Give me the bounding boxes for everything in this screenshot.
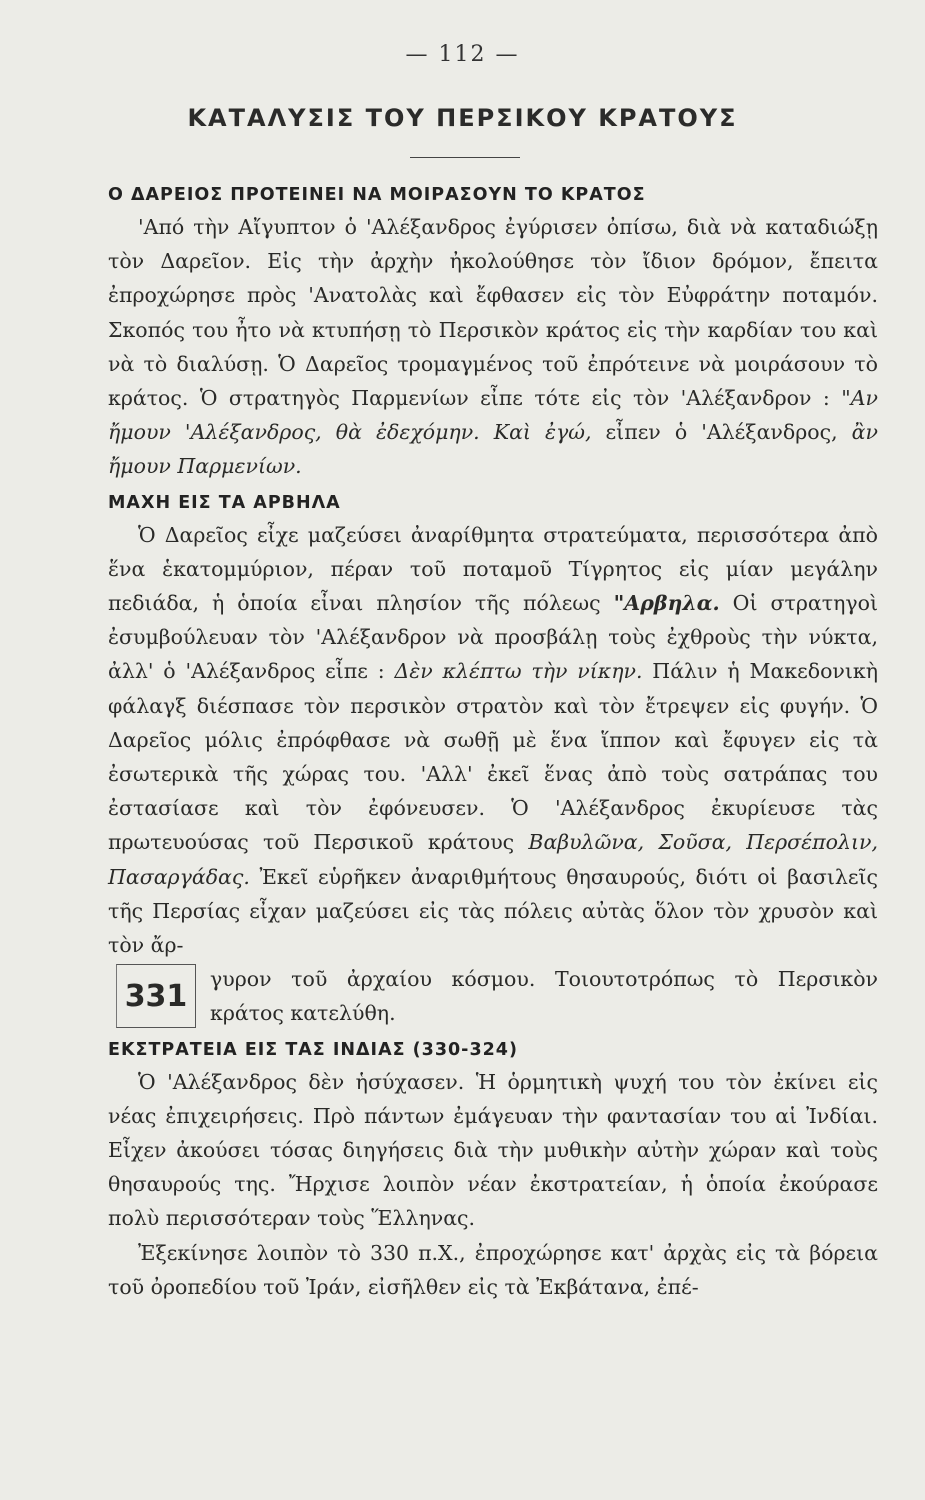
page-number: — 112 — — [405, 42, 520, 67]
quote-not-steal-victory: Δὲν κλέπτω τὴν νίκην. — [394, 659, 643, 684]
paragraph-india-2: Ἐξεκίνησε λοιπὸν τὸ 330 π.Χ., ἐπροχώρησε κατ' ἀρχὰς εἰς τὰ βόρεια τοῦ ὀροπεδίου τοῦ Ἰράν, εἰσῆλθεν εἰς τὰ Ἐκβάτανα, ἐπέ- — [108, 1240, 878, 1299]
text-run: εἶπεν ὁ 'Αλέξανδρος, — [591, 420, 852, 445]
year-badge: 331 — [116, 964, 196, 1028]
quote-alexander-end: ἂν ἤμουν Παρμενίων. — [108, 420, 878, 479]
section-heading-arbela: ΜΑΧΗ ΕΙΣ ΤΑ ΑΡΒΗΛΑ — [108, 492, 341, 513]
text-run: Ἐκεῖ εὑρῆκεν ἀναριθμήτους θησαυρούς, διότι οἱ βασιλεῖς τῆς Περσίας εἶχαν μαζεύσει εἰς τὰς πόλεις αὐτὰς ὅλον τὸν χρυσὸν καὶ τὸν ἄρ- — [108, 864, 878, 958]
quote-parmenion: "Αν ἤμουν 'Αλέξανδρος, θὰ ἐδεχόμην. — [108, 386, 878, 445]
text-run: Πάλιν ἡ Μακεδονικὴ φάλαγξ διέσπασε τὸν περσικὸν στρατὸν καὶ τὸν ἔτρεψεν εἰς φυγήν. Ὁ Δαρεῖος μόλις ἐπρόφθασε νὰ σωθῇ μὲ ἕνα ἵππον καὶ ἔφυγεν εἰς τὰ ἐσωτερικὰ τῆς χώρας του. 'Αλλ' ἐκεῖ ἕνας ἀπὸ τοὺς σατράπας του ἐστασίασε καὶ τὸν ἐφόνευσεν. Ὁ 'Αλέξανδρος ἐκυρίευσε τὰς πρωτευούσας τοῦ Περσικοῦ κράτους — [108, 659, 879, 855]
page-content — [108, 180, 878, 1304]
chapter-title: ΚΑΤΑΛΥΣΙΣ ΤΟΥ ΠΕΡΣΙΚΟΥ ΚΡΑΤΟΥΣ — [187, 104, 738, 132]
paragraph-india-1: Ὁ 'Αλέξανδρος δὲν ἡσύχασεν. Ἡ ὁρμητικὴ ψυχή του τὸν ἐκίνει εἰς νέας ἐπιχειρήσεις. Πρὸ πάντων ἐμάγευαν τὴν φαντασίαν του αἱ Ἰνδίαι. Εἶχεν ἀκούσει τόσας διηγήσεις διὰ τὴν μυθικὴν αὐτὴν χώραν καὶ τοὺς θησαυρούς της. Ἤρχισε λοιπὸν νέαν ἐκστρατείαν, ἡ ὁποία ἐκούρασε πολὺ περισσότεραν τοὺς Ἕλληνας. — [108, 1069, 878, 1231]
persian-capitals: Βαβυλῶνα, Σοῦσα, Περσέπολιν, Πασαργάδας. — [108, 830, 879, 889]
quote-alexander: Καὶ ἐγώ, — [493, 420, 592, 445]
section-heading-darius-proposal: Ο ΔΑΡΕΙΟΣ ΠΡΟΤΕΙΝΕΙ ΝΑ ΜΟΙΡΑΣΟΥΝ ΤΟ ΚΡΑΤΟΣ — [108, 185, 646, 205]
place-arbela: "Αρβηλα. — [613, 591, 720, 616]
text-run: 'Από τὴν Αἴγυπτον ὁ 'Αλέξανδρος ἐγύρισεν ὀπίσω, διὰ νὰ καταδιώξῃ τὸν Δαρεῖον. Εἰς τὴν ἀρχὴν ἠκολούθησε τὸν ἴδιον δρόμον, ἔπειτα ἐπροχώρησε πρὸς 'Ανατολὰς καὶ ἔφθασεν εἰς τὸν Εὐφράτην ποταμόν. Σκοπός του ἦτο νὰ κτυπήσῃ τὸ Περσικὸν κράτος εἰς τὴν καρδίαν του καὶ νὰ τὸ διαλύσῃ. Ὁ Δαρεῖος τρομαγμένος τοῦ ἐπρότεινε νὰ μοιράσουν τὸ κράτος. Ὁ στρατηγὸς Παρμενίων εἶπε τότε εἰς τὸν 'Αλέξανδρον : — [108, 215, 878, 411]
text-run: Ὁ Δαρεῖος εἶχε μαζεύσει ἀναρίθμητα στρατεύματα, περισσότερα ἀπὸ ἕνα ἑκατομμύριον, πέραν τοῦ ποταμοῦ Τίγρητος εἰς μίαν μεγάλην πεδιάδα, ἡ ὁποία εἶναι πλησίον τῆς πόλεως — [108, 522, 878, 616]
text-run — [480, 420, 494, 444]
section-heading-india: ΕΚΣΤΡΑΤΕΙΑ ΕΙΣ ΤΑΣ ΙΝΔΙΑΣ (330-324) — [108, 1039, 518, 1060]
paragraph-arbela — [108, 518, 878, 963]
year-margin-block — [108, 962, 878, 1030]
paragraph-darius-proposal — [108, 210, 878, 484]
paragraph-arbela-end: γυρον τοῦ ἀρχαίου κόσμου. Τοιουτοτρόπως τὸ Περσικὸν κράτος κατελύθη. — [210, 967, 878, 1026]
title-divider — [410, 157, 520, 158]
text-run: Οἱ στρατηγοὶ ἐσυμβούλευαν τὸν 'Αλέξανδρον νὰ προσβάλῃ τοὺς ἐχθροὺς τὴν νύκτα, ἀλλ' ὁ 'Αλέξανδρος εἶπε : — [108, 591, 878, 684]
